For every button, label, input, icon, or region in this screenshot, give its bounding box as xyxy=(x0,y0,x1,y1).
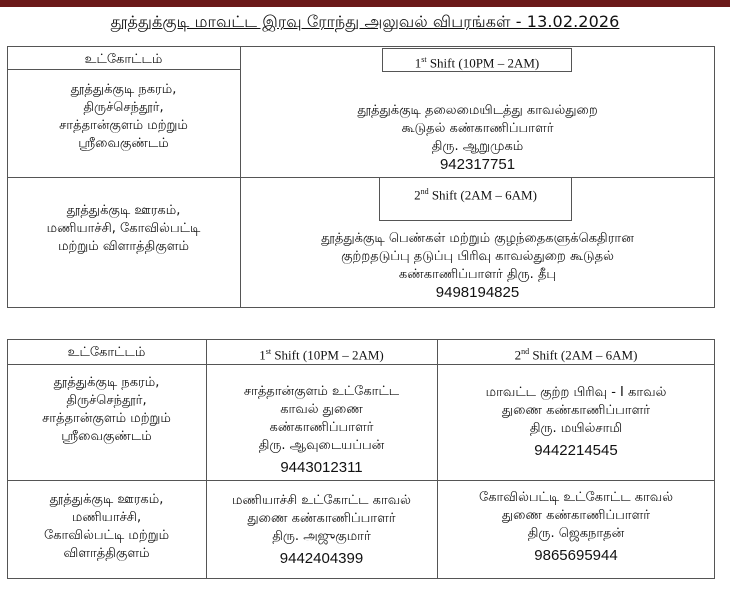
table2-row1-phone2: 9442214545 xyxy=(534,442,618,459)
table2-row1-officer1: சாத்தான்குளம் உட்கோட்ட காவல் துணை கண்காணிப்பாளர் திரு. ஆவுடையப்பன் 9443012311 xyxy=(206,383,437,477)
table2-row-divider xyxy=(7,480,715,481)
table2-row1-phone1: 9443012311 xyxy=(280,459,363,476)
table1-row2-phone: 9498194825 xyxy=(435,284,520,301)
top-banner-strip xyxy=(0,0,730,7)
table2-row2-phone1: 9442404399 xyxy=(279,550,364,567)
table1-row1-phone: 942317751 xyxy=(439,156,516,173)
table1-row2-subdivision: தூத்துக்குடி ஊரகம், மணியாச்சி, கோவில்பட்டி மற்றும் விளாத்திகுளம் xyxy=(46,203,201,254)
table2-row2-subdivision: தூத்துக்குடி ஊரகம், மணியாச்சி, கோவில்பட்டி மற்றும் விளாத்திகுளம் xyxy=(43,492,170,561)
table2-row2-phone2: 9865695944 xyxy=(534,547,618,564)
table2-row2-officer2: கோவில்பட்டி உட்கோட்ட காவல் துணை கண்காணிப்பாளர் திரு. ஜெகநாதன் 9865695944 xyxy=(437,489,715,565)
table1-header-subdivision: உட்கோட்டம் xyxy=(84,52,163,67)
page-title: தூத்துக்குடி மாவட்ட இரவு ரோந்து அலுவல் விபரங்கள் - 13.02.2026 xyxy=(110,12,620,31)
table1-row1-subdivision: தூத்துக்குடி நகரம், திருச்செந்தூர், சாத்தான்குளம் மற்றும் ஸ்ரீவைகுண்டம் xyxy=(59,82,188,151)
table2-row1-officer2: மாவட்ட குற்ற பிரிவு - I காவல் துணை கண்காணிப்பாளர் திரு. மயில்சாமி 9442214545 xyxy=(437,384,715,460)
table1-row1-officer: தூத்துக்குடி தலைமையிடத்து காவல்துறை கூடுதல் கண்காணிப்பாளர் திரு. ஆறுமுகம் 942317751 xyxy=(240,102,715,174)
table2-row2-officer1: மணியாச்சி உட்கோட்ட காவல் துணை கண்காணிப்பாளர் திரு. அஜுகுமார் 9442404399 xyxy=(206,492,437,568)
table1-row-divider xyxy=(7,177,715,178)
table2-header-shift1: 1st Shift (10PM – 2AM) xyxy=(259,347,384,363)
table1-header-rule xyxy=(7,69,240,70)
table1-shift1-label: 1st Shift (10PM – 2AM) xyxy=(382,48,572,72)
table2-header-subdivision: உட்கோட்டம் xyxy=(67,345,146,360)
table1-shift2-label: 2nd Shift (2AM – 6AM) xyxy=(379,177,572,221)
table2-header-shift2: 2nd Shift (2AM – 6AM) xyxy=(514,347,638,363)
table2-row1-subdivision: தூத்துக்குடி நகரம், திருச்செந்தூர், சாத்தான்குளம் மற்றும் ஸ்ரீவைகுண்டம் xyxy=(42,375,171,444)
table1-row2-officer: தூத்துக்குடி பெண்கள் மற்றும் குழந்தைகளுக்கெதிரான குற்றதடுப்பு தடுப்பு பிரிவு காவல்துறை கூடுதல் கண்காணிப்பாளர் திரு. தீபு 9498194825 xyxy=(240,230,715,302)
